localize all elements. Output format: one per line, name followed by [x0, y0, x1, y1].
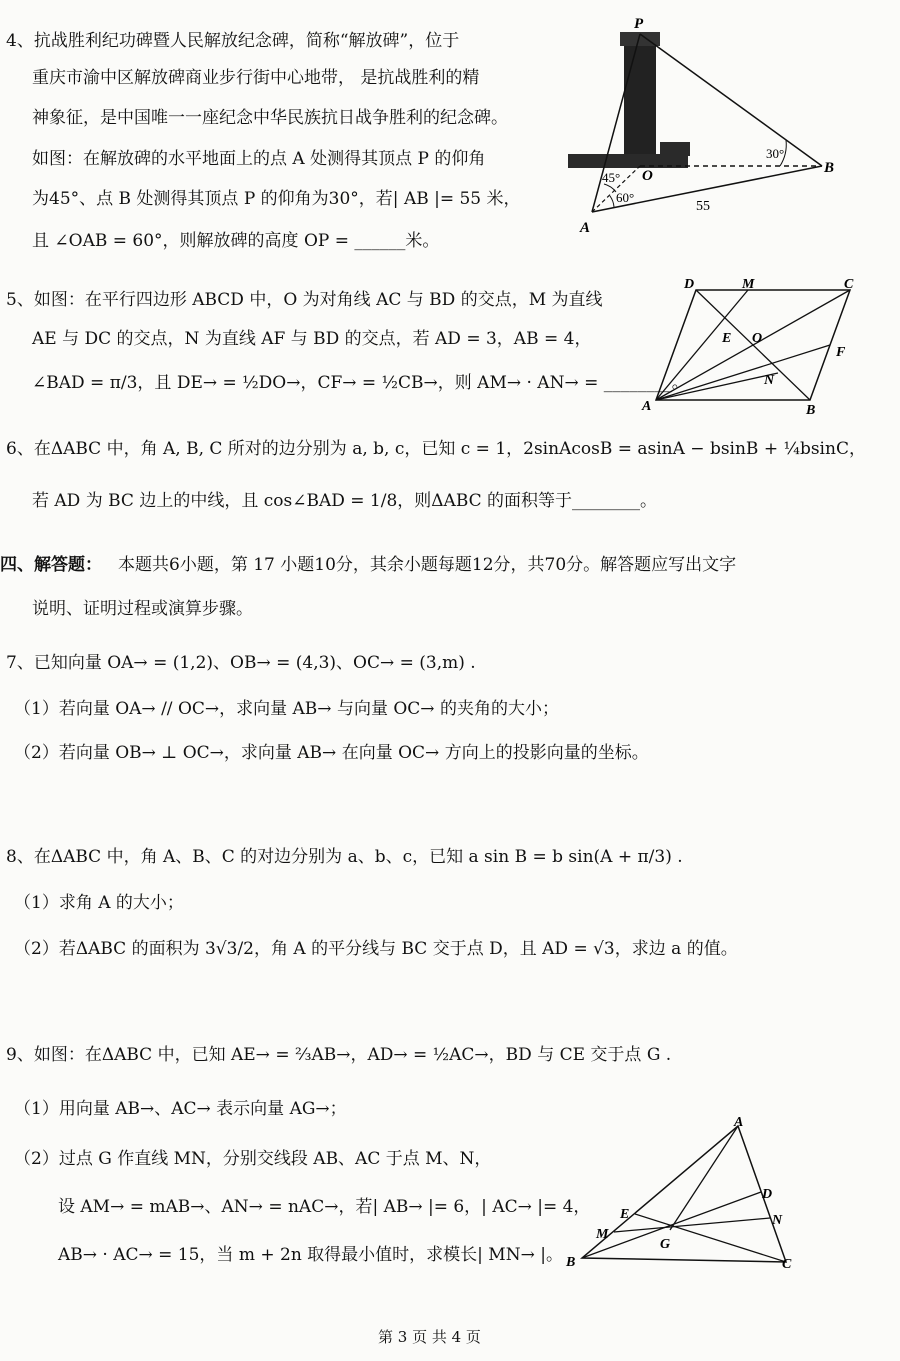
q18-line-1: 8、在ΔABC 中，角 A、B、C 的对边分别为 a、b、c，已知 a sin B = b sin(A + π/3) .: [6, 847, 683, 867]
q18-part-2: （2）若ΔABC 的面积为 3√3/2，角 A 的平分线与 BC 交于点 D，且 AD = √3，求边 a 的值。: [14, 939, 738, 959]
line-AM: [656, 290, 748, 400]
section-title: 四、解答题：: [0, 555, 102, 575]
label-angle-30: 30°: [766, 146, 785, 161]
label-E: E: [620, 1207, 630, 1222]
q14-line-3: 神象征，是中国唯一一座纪念中华民族抗日战争胜利的纪念碑。: [32, 108, 508, 128]
label-A: A: [734, 1115, 744, 1130]
label-A: A: [642, 399, 652, 414]
label-N: N: [772, 1213, 783, 1228]
q14-line-6: 且 ∠OAB = 60°，则解放碑的高度 OP = ______米。: [32, 231, 440, 251]
section-desc-line-1: 本题共6小题，第 17 小题10分，其余小题每题12分，共70分。解答题应写出文字: [118, 555, 737, 575]
label-B: B: [566, 1255, 576, 1270]
angle-60-arc: [610, 196, 614, 207]
label-B: B: [806, 403, 816, 416]
q19-part-2a: （2）过点 G 作直线 MN，分别交线段 AB、AC 于点 M、N，: [14, 1149, 492, 1169]
label-F: F: [836, 345, 846, 360]
label-E: E: [722, 331, 732, 346]
line-AG: [670, 1126, 738, 1230]
page-number: 第 3 页 共 4 页: [378, 1328, 481, 1346]
label-N: N: [764, 373, 775, 388]
label-A: A: [580, 220, 591, 236]
line-AN: [656, 373, 778, 400]
q15-line-1: 5、如图：在平行四边形 ABCD 中，O 为对角线 AC 与 BD 的交点，M 为直线: [6, 290, 603, 310]
monument-figure: [560, 14, 860, 244]
label-P: P: [634, 16, 644, 32]
q19-part-2c: AB→ · AC→ = 15，当 m + 2n 取得最小值时，求模长| MN→ |。: [58, 1245, 563, 1265]
label-G: G: [660, 1237, 671, 1252]
q17-line-1: 7、已知向量 OA→ = (1,2)、OB→ = (4,3)、OC→ = (3,m) .: [6, 653, 476, 673]
q14-line-1: 4、抗战胜利纪功碑暨人民解放纪念碑，简称“解放碑”，位于: [6, 31, 460, 51]
label-B: B: [824, 160, 835, 176]
monument-base-right: [660, 142, 690, 156]
q15-line-3: ∠BAD = π/3，且 DE→ = ½DO→，CF→ = ½CB→，则 AM→ · AN→ = ________。: [32, 373, 689, 393]
q16-line-2: 若 AD 为 BC 边上的中线，且 cos∠BAD = 1/8，则ΔABC 的面积等于________。: [32, 491, 658, 511]
label-O: O: [642, 168, 653, 184]
parallelogram-figure: [640, 276, 870, 416]
label-M: M: [742, 277, 755, 292]
q19-line-1: 9、如图：在ΔABC 中，已知 AE→ = ⅔AB→，AD→ = ½AC→，BD 与 CE 交于点 G .: [6, 1045, 672, 1065]
line-AF: [656, 345, 830, 400]
q18-part-1: （1）求角 A 的大小；: [14, 893, 184, 913]
line-CE: [635, 1214, 786, 1262]
label-M: M: [596, 1227, 609, 1242]
label-O: O: [752, 331, 763, 346]
label-angle-45: 45°: [602, 170, 621, 185]
q14-line-2: 重庆市渝中区解放碑商业步行街中心地带， 是抗战胜利的精: [32, 68, 480, 88]
label-D: D: [762, 1187, 773, 1202]
label-angle-60: 60°: [616, 190, 635, 205]
section-desc-line-2: 说明、证明过程或演算步骤。: [32, 599, 253, 619]
q17-part-1: （1）若向量 OA→ // OC→，求向量 AB→ 与向量 OC→ 的夹角的大小；: [14, 699, 559, 719]
q14-line-4: 如图：在解放碑的水平地面上的点 A 处测得其顶点 P 的仰角: [32, 149, 486, 169]
label-C: C: [844, 277, 854, 292]
label-D: D: [684, 277, 695, 292]
q19-part-1: （1）用向量 AB→、AC→ 表示向量 AG→；: [14, 1099, 347, 1119]
q17-part-2: （2）若向量 OB→ ⊥ OC→，求向量 AB→ 在向量 OC→ 方向上的投影向量的坐标。: [14, 743, 649, 763]
triangle-figure: [560, 1114, 800, 1274]
q15-line-2: AE 与 DC 的交点，N 为直线 AF 与 BD 的交点，若 AD = 3，AB = 4，: [32, 329, 592, 349]
line-MN: [614, 1218, 770, 1232]
q19-part-2b: 设 AM→ = mAB→、AN→ = nAC→，若| AB→ |= 6，| AC→ |= 4，: [58, 1197, 591, 1217]
monument-tower: [624, 42, 656, 162]
q14-line-5: 为45°、点 B 处测得其顶点 P 的仰角为30°，若| AB |= 55 米，: [32, 189, 521, 209]
q16-line-1: 6、在ΔABC 中，角 A, B, C 所对的边分别为 a, b, c，已知 c = 1，2sinAcosB = asinA − bsinB + ¼bsinC，: [6, 439, 866, 459]
label-length-55: 55: [696, 199, 710, 214]
label-C: C: [782, 1257, 792, 1272]
